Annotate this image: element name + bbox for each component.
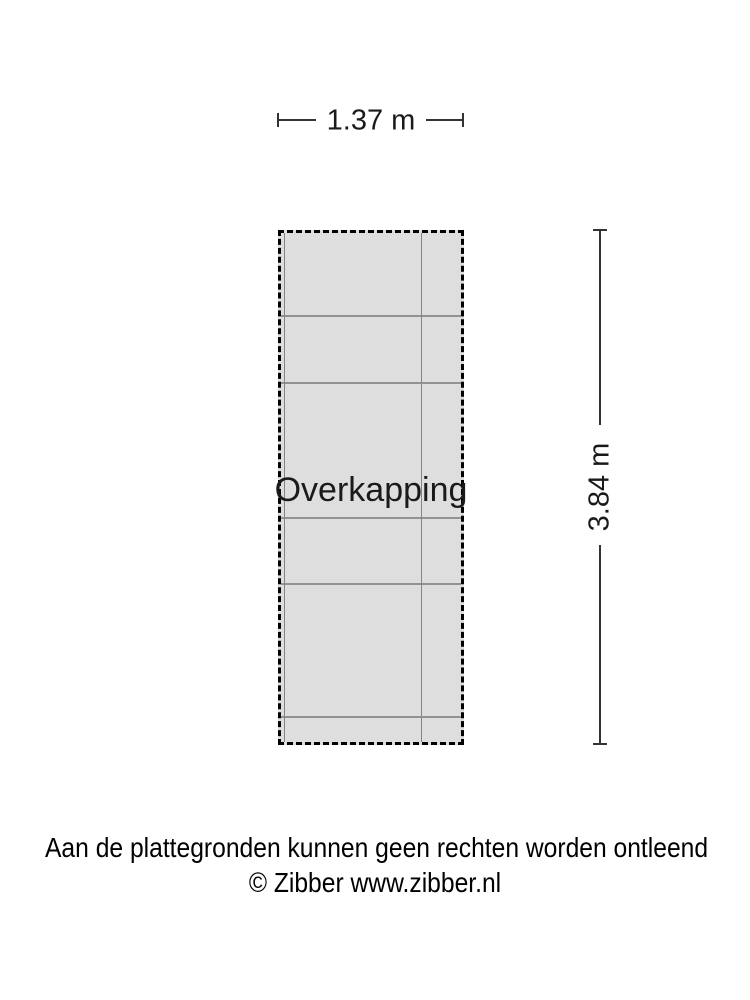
width-dimension-tick-right — [462, 113, 464, 127]
width-dimension-line-left — [278, 119, 316, 121]
roof-grid-line-horizontal — [281, 517, 461, 519]
roof-grid-line-horizontal — [281, 315, 461, 317]
roof-grid-line-horizontal — [281, 716, 461, 718]
roof-grid-line-horizontal — [281, 382, 461, 384]
copyright-text: © Zibber www.zibber.nl — [248, 867, 502, 898]
room-label: Overkapping — [274, 471, 468, 509]
height-dimension-label: 3.84 m — [583, 442, 616, 532]
width-dimension-label: 1.37 m — [326, 104, 416, 137]
height-dimension-line-bottom — [599, 545, 601, 745]
width-dimension-line-right — [426, 119, 463, 121]
disclaimer-text: Aan de plattegronden kunnen geen rechten worden ontleend — [45, 832, 709, 863]
height-dimension-line-top — [599, 230, 601, 425]
footer — [0, 830, 750, 900]
height-dimension-tick-bottom — [593, 743, 607, 745]
roof-grid-line-horizontal — [281, 583, 461, 585]
